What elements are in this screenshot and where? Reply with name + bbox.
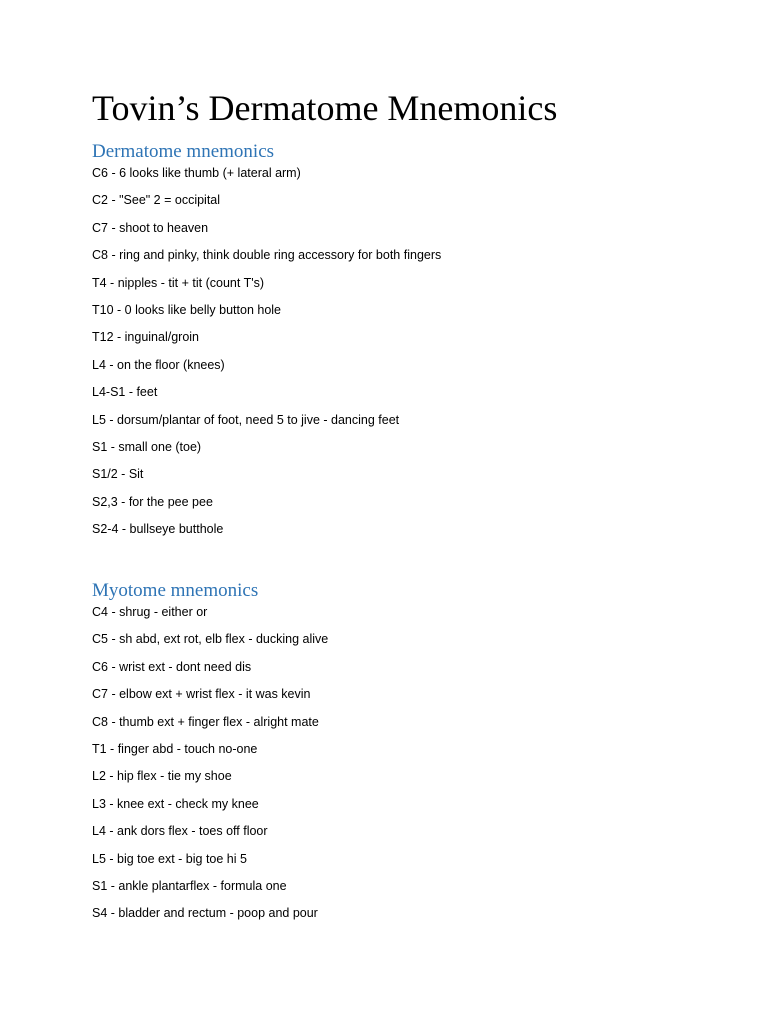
list-item: T12 - inguinal/groin [92, 330, 200, 345]
list-item: S4 - bladder and rectum - poop and pour [92, 906, 318, 921]
list-item: L5 - dorsum/plantar of foot, need 5 to jive - dancing feet [92, 412, 400, 427]
list-item: C6 - 6 looks like thumb (+ lateral arm) [92, 166, 301, 180]
list-item: L2 - hip flex - tie my shoe [92, 769, 232, 784]
document-title: Tovin’s Dermatome Mnemonics [92, 88, 558, 128]
list-item: C8 - ring and pinky, think double ring accessory for both fingers [92, 248, 442, 263]
list-item: C8 - thumb ext + finger flex - alright mate [92, 714, 319, 729]
list-item: L4 - ank dors flex - toes off floor [92, 824, 268, 839]
list-item: T1 - finger abd - touch no-one [92, 741, 258, 756]
list-item: L5 - big toe ext - big toe hi 5 [92, 851, 247, 866]
mnemonic-list [92, 602, 712, 931]
list-item: S1 - small one (toe) [92, 439, 202, 454]
list-item: L4-S1 - feet [92, 385, 158, 400]
myotome-section [92, 580, 712, 931]
mnemonic-list [92, 163, 712, 546]
list-item: T4 - nipples - tit + tit (count T's) [92, 275, 265, 290]
list-item: S2,3 - for the pee pee [92, 494, 213, 509]
dermatome-section [92, 141, 712, 546]
list-item: T10 - 0 looks like belly button hole [92, 302, 281, 317]
section-heading: Myotome mnemonics [92, 580, 259, 601]
list-item: C4 - shrug - either or [92, 605, 208, 619]
list-item: S1 - ankle plantarflex - formula one [92, 878, 287, 893]
list-item: C2 - "See" 2 = occipital [92, 193, 221, 208]
list-item: L3 - knee ext - check my knee [92, 796, 259, 811]
list-item: S1/2 - Sit [92, 467, 144, 482]
list-item: S2-4 - bullseye butthole [92, 522, 224, 537]
list-item: C7 - shoot to heaven [92, 220, 209, 235]
list-item: C7 - elbow ext + wrist flex - it was kevin [92, 687, 311, 702]
section-heading: Dermatome mnemonics [92, 141, 275, 162]
list-item: L4 - on the floor (knees) [92, 357, 225, 372]
list-item: C5 - sh abd, ext rot, elb flex - ducking alive [92, 632, 329, 647]
list-item: C6 - wrist ext - dont need dis [92, 659, 252, 674]
